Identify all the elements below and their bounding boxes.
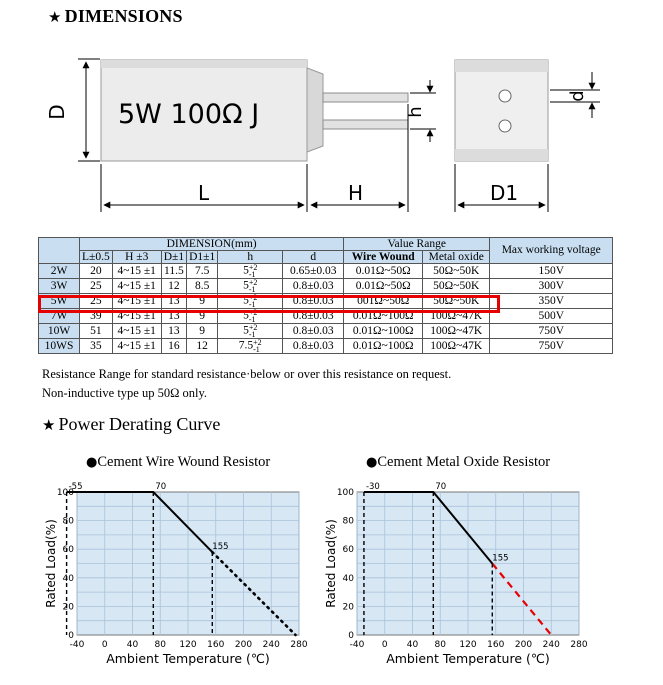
cell-D1: 8.5 <box>187 279 218 294</box>
resistor-leads <box>323 93 408 129</box>
annotation-label: 155 <box>492 553 509 564</box>
cell-L: 20 <box>80 264 113 279</box>
cell-D: 13 <box>161 294 186 309</box>
cell-H: 4~15 ±1 <box>112 264 161 279</box>
x-tick-label: 0 <box>101 640 108 650</box>
cell-v: 750V <box>490 324 613 339</box>
col-D: D±1 <box>161 251 186 264</box>
cell-mo: 100Ω~47K <box>423 339 490 354</box>
dim-label-D: D <box>45 104 69 120</box>
cell-rating: 10WS <box>39 339 80 354</box>
header-max-voltage: Max working voltage <box>490 238 613 264</box>
dimensions-heading: ★ DIMENSIONS <box>48 6 183 26</box>
note-resistance-range: Resistance Range for standard resistance·below or over this resistance on request. <box>42 367 452 381</box>
col-h: h <box>218 251 283 264</box>
cell-v: 750V <box>490 339 613 354</box>
x-axis-label: Ambient Temperature (℃) <box>106 651 270 666</box>
cell-v: 350V <box>490 294 613 309</box>
cell-d: 0.8±0.03 <box>283 294 344 309</box>
cell-ww: 0.01Ω~50Ω <box>344 264 423 279</box>
cell-d: 0.8±0.03 <box>283 324 344 339</box>
cell-ww: 0.01Ω~100Ω <box>344 339 423 354</box>
y-tick-label: 0 <box>68 631 74 641</box>
dim-label-h: h <box>405 106 426 118</box>
bullet-dot-icon: ● <box>366 455 378 470</box>
col-d: d <box>283 251 344 264</box>
y-tick-label: 20 <box>62 602 74 613</box>
cell-h: 5+2 -1 <box>218 294 283 309</box>
cell-d: 0.8±0.03 <box>283 309 344 324</box>
cell-rating: 5W <box>39 294 80 309</box>
x-axis-label: Ambient Temperature (℃) <box>386 651 550 666</box>
y-tick-label: 20 <box>342 602 354 613</box>
chart-wire-wound <box>40 470 320 675</box>
x-tick-label: 80 <box>434 640 446 650</box>
header-dimension: DIMENSION(mm) <box>80 238 344 251</box>
table-row <box>39 324 613 339</box>
cell-mo: 50Ω~50K <box>423 279 490 294</box>
x-tick-label: 80 <box>154 640 166 650</box>
y-tick-label: 100 <box>336 488 354 498</box>
y-axis-label: Rated Load(%) <box>324 519 338 608</box>
x-tick-label: 160 <box>487 640 505 650</box>
cell-L: 35 <box>80 339 113 354</box>
cell-D: 13 <box>161 309 186 324</box>
cell-rating: 10W <box>39 324 80 339</box>
cell-D: 16 <box>161 339 186 354</box>
cell-h: 5+2 -1 <box>218 309 283 324</box>
x-tick-label: 120 <box>459 640 477 650</box>
cell-H: 4~15 ±1 <box>112 324 161 339</box>
cell-rating: 7W <box>39 309 80 324</box>
y-axis-label: Rated Load(%) <box>44 519 58 608</box>
cell-D: 12 <box>161 279 186 294</box>
note-non-inductive: Non-inductive type up 50Ω only. <box>42 386 208 400</box>
y-tick-label: 60 <box>62 545 74 556</box>
cell-L: 51 <box>80 324 113 339</box>
cell-D1: 9 <box>187 309 218 324</box>
table-row <box>39 264 613 279</box>
x-tick-label: -40 <box>69 640 85 650</box>
cell-ww: 0.01Ω~50Ω <box>344 279 423 294</box>
cell-L: 25 <box>80 279 113 294</box>
x-tick-label: 240 <box>542 640 560 650</box>
table-header-group-row <box>39 238 613 251</box>
dim-label-L: L <box>198 181 210 205</box>
x-tick-label: 280 <box>290 640 308 650</box>
y-tick-label: 80 <box>342 516 354 527</box>
cell-d: 0.8±0.03 <box>283 339 344 354</box>
x-tick-label: 40 <box>126 640 139 650</box>
cell-H: 4~15 ±1 <box>112 339 161 354</box>
dim-label-d: d <box>567 90 588 102</box>
x-tick-label: 160 <box>207 640 225 650</box>
y-tick-label: 0 <box>348 631 354 641</box>
star-icon: ★ <box>48 8 62 26</box>
x-tick-label: 120 <box>179 640 197 650</box>
col-L: L±0.5 <box>80 251 113 264</box>
col-H: H ±3 <box>112 251 161 264</box>
cell-D: 13 <box>161 324 186 339</box>
table-row <box>39 279 613 294</box>
cell-h: 5+2 -1 <box>218 324 283 339</box>
y-tick-label: 80 <box>62 516 74 527</box>
cell-L: 39 <box>80 309 113 324</box>
annotation-label: 70 <box>155 482 167 492</box>
chart-metal-oxide <box>320 470 600 675</box>
cell-v: 300V <box>490 279 613 294</box>
annotation-label: -30 <box>365 482 380 492</box>
cell-v: 500V <box>490 309 613 324</box>
cell-mo: 50Ω~50K <box>423 294 490 309</box>
col-D1: D1±1 <box>187 251 218 264</box>
dimension-drawing <box>0 0 663 236</box>
x-tick-label: 240 <box>262 640 280 650</box>
cell-d: 0.8±0.03 <box>283 279 344 294</box>
cell-v: 150V <box>490 264 613 279</box>
end-view <box>455 60 548 161</box>
cell-ww: 0.01Ω~100Ω <box>344 309 423 324</box>
resistor-label: 5W 100Ω J <box>118 99 260 130</box>
x-tick-label: 0 <box>381 640 388 650</box>
cell-mo: 100Ω~47K <box>423 309 490 324</box>
cell-h: 7.5+2 -1 <box>218 339 283 354</box>
chart-title-wire-wound: ●Cement Wire Wound Resistor <box>86 454 271 470</box>
cell-H: 4~15 ±1 <box>112 279 161 294</box>
cell-D1: 9 <box>187 324 218 339</box>
col-wire-wound: Wire Wound <box>344 251 423 264</box>
cell-L: 25 <box>80 294 113 309</box>
annotation-label: -55 <box>68 482 83 492</box>
cell-h: 5+2 -1 <box>218 279 283 294</box>
cell-D1: 9 <box>187 294 218 309</box>
cell-d: 0.65±0.03 <box>283 264 344 279</box>
cell-ww: 001Ω~50Ω <box>344 294 423 309</box>
y-tick-label: 100 <box>56 488 74 498</box>
cell-H: 4~15 ±1 <box>112 294 161 309</box>
chart-title-metal-oxide: ●Cement Metal Oxide Resistor <box>366 454 551 470</box>
y-tick-label: 60 <box>342 545 354 556</box>
dim-label-H: H <box>348 181 364 205</box>
y-tick-label: 40 <box>342 573 354 584</box>
header-value-range: Value Range <box>344 238 490 251</box>
x-tick-label: 40 <box>406 640 419 650</box>
y-tick-label: 40 <box>62 573 74 584</box>
table-row <box>39 339 613 354</box>
x-tick-label: 200 <box>234 640 253 650</box>
dim-label-D1: D1 <box>490 181 519 205</box>
cell-H: 4~15 ±1 <box>112 309 161 324</box>
cell-rating: 3W <box>39 279 80 294</box>
cell-D1: 7.5 <box>187 264 218 279</box>
annotation-label: 155 <box>212 542 229 553</box>
cell-rating: 2W <box>39 264 80 279</box>
annotation-label: 70 <box>435 482 447 492</box>
highlight-box-5w <box>38 295 500 313</box>
x-tick-label: 280 <box>570 640 588 650</box>
cell-D1: 12 <box>187 339 218 354</box>
cell-mo: 50Ω~50K <box>423 264 490 279</box>
bullet-dot-icon: ● <box>86 455 98 470</box>
cell-D: 11.5 <box>161 264 186 279</box>
cell-ww: 0.01Ω~100Ω <box>344 324 423 339</box>
x-tick-label: -40 <box>349 640 365 650</box>
cell-h: 5+2 -1 <box>218 264 283 279</box>
cell-mo: 100Ω~47K <box>423 324 490 339</box>
star-icon: ★ <box>42 416 56 434</box>
x-tick-label: 200 <box>514 640 533 650</box>
derating-heading: ★ Power Derating Curve <box>42 414 221 434</box>
col-metal-oxide: Metal oxide <box>423 251 490 264</box>
